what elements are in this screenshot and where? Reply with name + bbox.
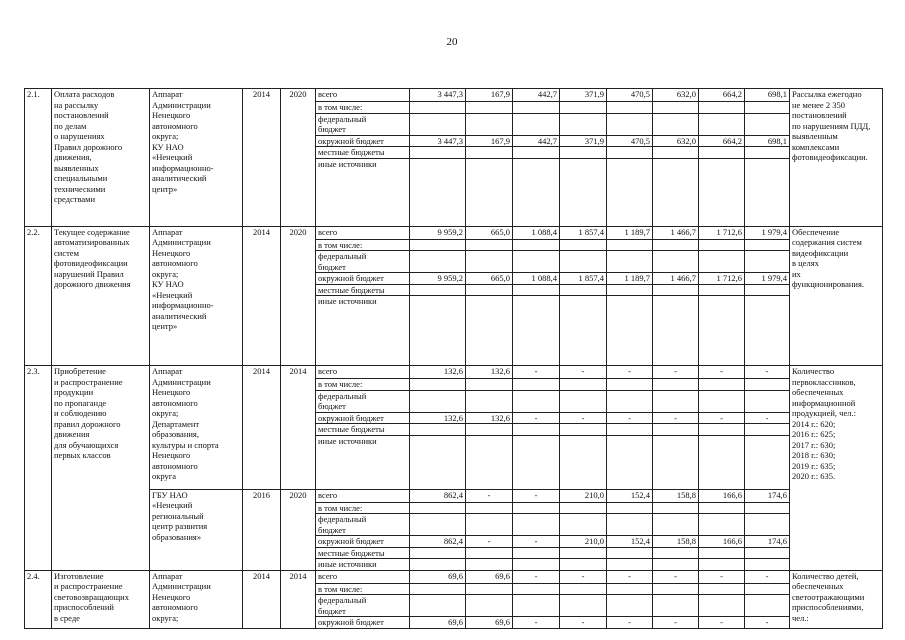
year-amount: [653, 424, 699, 436]
year-amount: [699, 559, 745, 571]
year-amount: [653, 113, 699, 135]
executor: Аппарат Администрации Ненецкого автономного округа; КУ НАО «Ненецкий информационно- аналитический центр»: [150, 89, 243, 227]
year-amount: [699, 147, 745, 159]
year-amount: [513, 502, 560, 514]
total-amount: [410, 424, 466, 436]
start-year: 2014: [243, 89, 281, 227]
year-amount: -: [513, 536, 560, 548]
year-amount: [699, 158, 745, 226]
end-year: 2020: [281, 89, 316, 227]
year-amount: [607, 435, 653, 489]
year-amount: 1 189,7: [607, 273, 653, 285]
year-amount: -: [560, 617, 607, 629]
year-amount: -: [560, 366, 607, 379]
year-amount: [560, 390, 607, 412]
year-amount: [466, 547, 513, 559]
executor: Аппарат Администрации Ненецкого автономного округа; Департамент образования, культуры и спорта Ненецкого автономного округа: [150, 366, 243, 490]
year-amount: -: [513, 366, 560, 379]
year-amount: [653, 147, 699, 159]
year-amount: -: [699, 366, 745, 379]
year-amount: [653, 559, 699, 571]
total-amount: [410, 435, 466, 489]
year-amount: [513, 559, 560, 571]
year-amount: 152,4: [607, 489, 653, 502]
year-amount: 1 712,6: [699, 226, 745, 239]
funding-source: федеральный бюджет: [316, 390, 410, 412]
year-amount: -: [653, 366, 699, 379]
funding-source: окружной бюджет: [316, 135, 410, 147]
year-amount: 442,7: [513, 89, 560, 102]
end-year: 2020: [281, 226, 316, 366]
year-amount: [560, 559, 607, 571]
year-amount: 1 857,4: [560, 273, 607, 285]
year-amount: [466, 284, 513, 296]
year-amount: [745, 296, 790, 366]
total-amount: 862,4: [410, 536, 466, 548]
year-amount: -: [560, 570, 607, 583]
year-amount: -: [513, 412, 560, 424]
year-amount: [607, 296, 653, 366]
year-amount: [745, 284, 790, 296]
funding-source: федеральный бюджет: [316, 514, 410, 536]
total-amount: 9 959,2: [410, 226, 466, 239]
year-amount: -: [513, 570, 560, 583]
year-amount: 1 088,4: [513, 273, 560, 285]
total-amount: [410, 514, 466, 536]
year-amount: 167,9: [466, 135, 513, 147]
year-amount: [466, 583, 513, 595]
activity-title: Приобретение и распространение продукции по пропаганде и соблюдению правил дорожного движения для обучающихся первых классов: [52, 366, 150, 571]
table-row: [25, 226, 883, 239]
total-amount: [410, 390, 466, 412]
year-amount: [513, 547, 560, 559]
year-amount: -: [513, 617, 560, 629]
year-amount: 69,6: [466, 570, 513, 583]
total-amount: [410, 113, 466, 135]
year-amount: 698,1: [745, 135, 790, 147]
funding-source: местные бюджеты: [316, 547, 410, 559]
year-amount: -: [699, 570, 745, 583]
year-amount: -: [607, 412, 653, 424]
year-amount: 166,6: [699, 536, 745, 548]
total-amount: 3 447,3: [410, 89, 466, 102]
year-amount: [560, 284, 607, 296]
year-amount: [699, 251, 745, 273]
start-year: 2014: [243, 570, 281, 628]
funding-source: в том числе:: [316, 102, 410, 114]
year-amount: [607, 239, 653, 251]
activity-number: 2.3.: [25, 366, 52, 571]
year-amount: [560, 583, 607, 595]
page-number: 20: [446, 36, 458, 48]
total-amount: 132,6: [410, 412, 466, 424]
year-amount: [699, 284, 745, 296]
total-amount: 862,4: [410, 489, 466, 502]
funding-source: федеральный бюджет: [316, 251, 410, 273]
year-amount: [607, 514, 653, 536]
year-amount: [699, 595, 745, 617]
funding-source: окружной бюджет: [316, 412, 410, 424]
year-amount: [699, 390, 745, 412]
activity-number: 2.4.: [25, 570, 52, 628]
executor: Аппарат Администрации Ненецкого автономного округа; КУ НАО «Ненецкий информационно- аналитический центр»: [150, 226, 243, 366]
year-amount: [745, 390, 790, 412]
year-amount: [513, 102, 560, 114]
total-amount: [410, 595, 466, 617]
total-amount: [410, 583, 466, 595]
year-amount: [466, 595, 513, 617]
total-amount: 132,6: [410, 366, 466, 379]
total-amount: [410, 284, 466, 296]
year-amount: 158,8: [653, 489, 699, 502]
year-amount: [560, 296, 607, 366]
year-amount: [466, 147, 513, 159]
year-amount: -: [560, 412, 607, 424]
year-amount: [653, 284, 699, 296]
year-amount: 158,8: [653, 536, 699, 548]
year-amount: [466, 559, 513, 571]
year-amount: 174,6: [745, 536, 790, 548]
program-activities-table: [24, 88, 883, 629]
year-amount: [513, 583, 560, 595]
year-amount: 132,6: [466, 366, 513, 379]
year-amount: [466, 379, 513, 391]
total-amount: [410, 559, 466, 571]
year-amount: 1 466,7: [653, 226, 699, 239]
end-year: 2014: [281, 366, 316, 490]
year-amount: [513, 435, 560, 489]
year-amount: 632,0: [653, 89, 699, 102]
activity-title: Изготовление и распространение световозвращающих приспособлений в среде: [52, 570, 150, 628]
activity-title: Текущее содержание автоматизированных систем фотовидеофиксации нарушений Правил дорожного движения: [52, 226, 150, 366]
year-amount: [466, 251, 513, 273]
year-amount: [560, 514, 607, 536]
funding-source: федеральный бюджет: [316, 595, 410, 617]
year-amount: [466, 102, 513, 114]
year-amount: 174,6: [745, 489, 790, 502]
start-year: 2014: [243, 366, 281, 490]
year-amount: [560, 502, 607, 514]
year-amount: 470,5: [607, 135, 653, 147]
year-amount: [513, 379, 560, 391]
year-amount: [653, 595, 699, 617]
year-amount: [653, 390, 699, 412]
year-amount: 664,2: [699, 135, 745, 147]
funding-source: иные источники: [316, 158, 410, 226]
year-amount: [745, 379, 790, 391]
year-amount: 210,0: [560, 489, 607, 502]
year-amount: [466, 390, 513, 412]
year-amount: [607, 502, 653, 514]
funding-source: всего: [316, 89, 410, 102]
year-amount: -: [699, 412, 745, 424]
year-amount: -: [466, 536, 513, 548]
funding-source: местные бюджеты: [316, 147, 410, 159]
year-amount: [699, 514, 745, 536]
year-amount: [699, 547, 745, 559]
year-amount: [607, 158, 653, 226]
total-amount: [410, 158, 466, 226]
funding-source: в том числе:: [316, 583, 410, 595]
year-amount: [513, 147, 560, 159]
year-amount: [466, 296, 513, 366]
year-amount: [745, 514, 790, 536]
start-year: 2016: [243, 489, 281, 570]
year-amount: [653, 239, 699, 251]
year-amount: -: [653, 412, 699, 424]
funding-source: иные источники: [316, 559, 410, 571]
year-amount: [653, 102, 699, 114]
total-amount: 9 959,2: [410, 273, 466, 285]
year-amount: [513, 514, 560, 536]
total-amount: [410, 379, 466, 391]
year-amount: [466, 502, 513, 514]
expected-result: Обеспечение содержания систем видеофиксации в целях их функционирования.: [790, 226, 883, 366]
year-amount: [466, 435, 513, 489]
year-amount: 210,0: [560, 536, 607, 548]
year-amount: 167,9: [466, 89, 513, 102]
total-amount: [410, 502, 466, 514]
year-amount: [745, 147, 790, 159]
year-amount: 166,6: [699, 489, 745, 502]
year-amount: 152,4: [607, 536, 653, 548]
year-amount: [653, 547, 699, 559]
expected-result: Количество детей, обеспеченных светоотражающими приспособлениями, чел.:: [790, 570, 883, 628]
year-amount: [560, 147, 607, 159]
total-amount: 69,6: [410, 570, 466, 583]
year-amount: [560, 102, 607, 114]
total-amount: [410, 147, 466, 159]
year-amount: 132,6: [466, 412, 513, 424]
expected-result: Рассылка ежегодно не менее 2 350 постановлений по нарушениям ПДД, выявленным комплексами фотовидеофиксации.: [790, 89, 883, 227]
year-amount: [699, 583, 745, 595]
total-amount: [410, 239, 466, 251]
year-amount: [607, 379, 653, 391]
year-amount: [745, 251, 790, 273]
year-amount: [653, 379, 699, 391]
year-amount: [560, 251, 607, 273]
funding-source: иные источники: [316, 296, 410, 366]
year-amount: [745, 559, 790, 571]
year-amount: [560, 595, 607, 617]
year-amount: -: [607, 570, 653, 583]
year-amount: [699, 424, 745, 436]
year-amount: [699, 239, 745, 251]
funding-source: окружной бюджет: [316, 536, 410, 548]
year-amount: [466, 514, 513, 536]
year-amount: -: [466, 489, 513, 502]
funding-source: всего: [316, 226, 410, 239]
expected-result: Количество первоклассников, обеспеченных информационной продукцией, чел.: 2014 г.: 620; 2016 г.: 625; 2017 г.: 630; 2018 г.: 630; 2019 г.: 635; 2020 г.: 635.: [790, 366, 883, 571]
year-amount: [466, 239, 513, 251]
funding-source: всего: [316, 570, 410, 583]
year-amount: [653, 583, 699, 595]
year-amount: -: [745, 617, 790, 629]
funding-source: окружной бюджет: [316, 617, 410, 629]
year-amount: [699, 435, 745, 489]
year-amount: [513, 284, 560, 296]
year-amount: -: [745, 412, 790, 424]
year-amount: [653, 158, 699, 226]
year-amount: [560, 379, 607, 391]
year-amount: [607, 390, 653, 412]
year-amount: [653, 251, 699, 273]
funding-source: в том числе:: [316, 239, 410, 251]
year-amount: 1 979,4: [745, 226, 790, 239]
year-amount: -: [607, 617, 653, 629]
year-amount: [745, 424, 790, 436]
activity-number: 2.1.: [25, 89, 52, 227]
year-amount: -: [653, 617, 699, 629]
year-amount: [513, 424, 560, 436]
year-amount: 1 979,4: [745, 273, 790, 285]
total-amount: [410, 296, 466, 366]
year-amount: [653, 502, 699, 514]
year-amount: [560, 158, 607, 226]
year-amount: [699, 296, 745, 366]
year-amount: [607, 583, 653, 595]
year-amount: -: [653, 570, 699, 583]
year-amount: 442,7: [513, 135, 560, 147]
year-amount: [745, 158, 790, 226]
year-amount: -: [513, 489, 560, 502]
year-amount: [745, 435, 790, 489]
year-amount: [513, 239, 560, 251]
funding-source: в том числе:: [316, 502, 410, 514]
year-amount: 632,0: [653, 135, 699, 147]
funding-source: в том числе:: [316, 379, 410, 391]
year-amount: [745, 102, 790, 114]
year-amount: [513, 113, 560, 135]
year-amount: [560, 435, 607, 489]
year-amount: [607, 251, 653, 273]
activity-number: 2.2.: [25, 226, 52, 366]
year-amount: -: [745, 366, 790, 379]
year-amount: [745, 239, 790, 251]
year-amount: [745, 547, 790, 559]
year-amount: [653, 296, 699, 366]
year-amount: 665,0: [466, 226, 513, 239]
year-amount: [607, 113, 653, 135]
year-amount: 371,9: [560, 89, 607, 102]
year-amount: [699, 379, 745, 391]
year-amount: [513, 158, 560, 226]
year-amount: [513, 296, 560, 366]
year-amount: 1 088,4: [513, 226, 560, 239]
table-row: [25, 89, 883, 102]
year-amount: 1 189,7: [607, 226, 653, 239]
year-amount: 664,2: [699, 89, 745, 102]
funding-source: всего: [316, 366, 410, 379]
year-amount: [699, 102, 745, 114]
year-amount: [653, 514, 699, 536]
year-amount: [745, 583, 790, 595]
year-amount: 470,5: [607, 89, 653, 102]
year-amount: [607, 147, 653, 159]
activity-title: Оплата расходов на рассылку постановлений по делам о нарушениях Правил дорожного движения, выявленных специальными техническими средствами: [52, 89, 150, 227]
year-amount: [699, 113, 745, 135]
year-amount: [513, 251, 560, 273]
year-amount: [607, 547, 653, 559]
year-amount: [607, 102, 653, 114]
year-amount: -: [699, 617, 745, 629]
year-amount: 371,9: [560, 135, 607, 147]
year-amount: 1 712,6: [699, 273, 745, 285]
total-amount: 69,6: [410, 617, 466, 629]
year-amount: [607, 595, 653, 617]
total-amount: [410, 251, 466, 273]
year-amount: [560, 113, 607, 135]
year-amount: [653, 435, 699, 489]
funding-source: федеральный бюджет: [316, 113, 410, 135]
year-amount: [699, 502, 745, 514]
total-amount: [410, 547, 466, 559]
table-body: [25, 89, 883, 629]
year-amount: 665,0: [466, 273, 513, 285]
funding-source: иные источники: [316, 435, 410, 489]
year-amount: 69,6: [466, 617, 513, 629]
year-amount: [745, 113, 790, 135]
year-amount: [560, 424, 607, 436]
table-row: [25, 366, 883, 379]
start-year: 2014: [243, 226, 281, 366]
year-amount: -: [607, 366, 653, 379]
end-year: 2014: [281, 570, 316, 628]
table-row: [25, 570, 883, 583]
funding-source: всего: [316, 489, 410, 502]
funding-source: местные бюджеты: [316, 424, 410, 436]
funding-source: местные бюджеты: [316, 284, 410, 296]
year-amount: 1 857,4: [560, 226, 607, 239]
year-amount: 698,1: [745, 89, 790, 102]
year-amount: [466, 113, 513, 135]
year-amount: [466, 424, 513, 436]
executor: Аппарат Администрации Ненецкого автономного округа;: [150, 570, 243, 628]
funding-source: окружной бюджет: [316, 273, 410, 285]
executor: ГБУ НАО «Ненецкий региональный центр развития образования»: [150, 489, 243, 570]
year-amount: 1 466,7: [653, 273, 699, 285]
year-amount: [607, 424, 653, 436]
table-row: [25, 489, 883, 502]
year-amount: [466, 158, 513, 226]
year-amount: [513, 390, 560, 412]
year-amount: [607, 284, 653, 296]
year-amount: [745, 595, 790, 617]
year-amount: [560, 547, 607, 559]
total-amount: [410, 102, 466, 114]
year-amount: [745, 502, 790, 514]
total-amount: 3 447,3: [410, 135, 466, 147]
year-amount: -: [745, 570, 790, 583]
year-amount: [513, 595, 560, 617]
year-amount: [607, 559, 653, 571]
year-amount: [560, 239, 607, 251]
end-year: 2020: [281, 489, 316, 570]
